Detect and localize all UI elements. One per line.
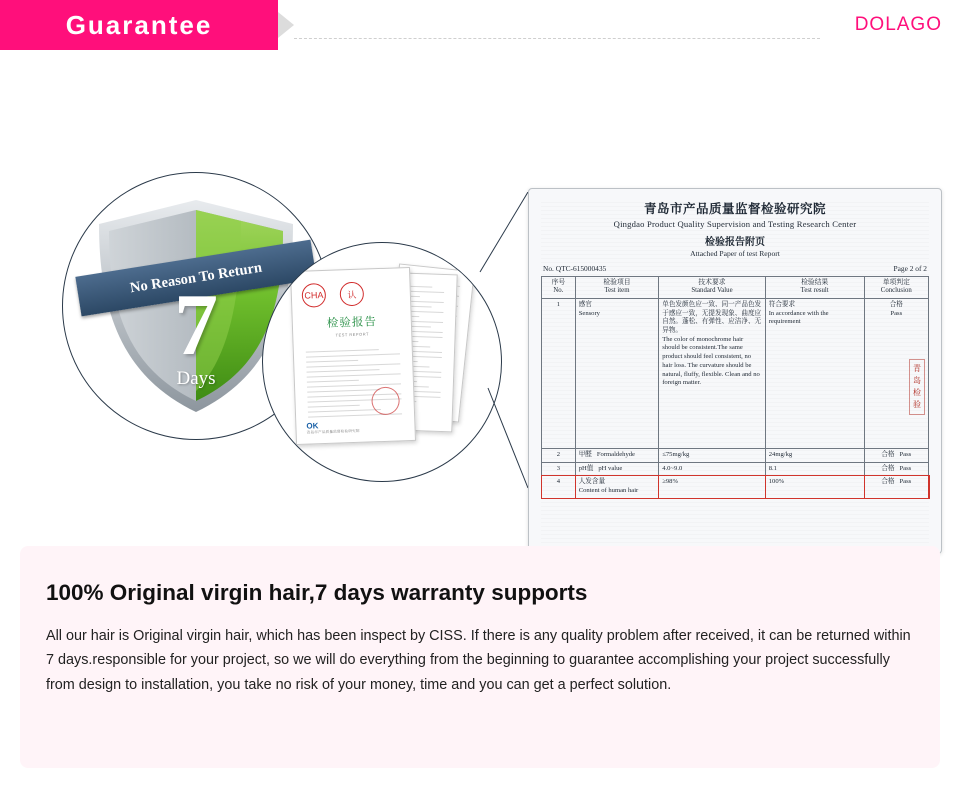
- cell-test-result: 8.1: [765, 462, 864, 476]
- cell-conclusion: 合格 Pass: [864, 462, 928, 476]
- certificate-title: 检验报告: [326, 316, 378, 330]
- report-subtitle-cn: 检验报告附页: [705, 237, 765, 248]
- table-row: [542, 298, 929, 448]
- days-number: 7: [174, 277, 218, 374]
- ok-logo-text: OK: [306, 421, 319, 431]
- col-test-result: 检验结果 Test result: [765, 277, 864, 299]
- cell-conclusion: 合格 Pass: [864, 298, 928, 448]
- cell-no: 3: [542, 462, 576, 476]
- report-number: No. QTC-615000435: [543, 264, 607, 273]
- table-row: [542, 462, 929, 476]
- table-row: [542, 448, 929, 462]
- test-report-content: [541, 199, 929, 543]
- col-standard-value: 技术要求 Standard Value: [659, 277, 766, 299]
- ribbon-text: No Reason To Return: [128, 259, 264, 296]
- report-title-cn: 青岛市产品质量监督检验研究院: [643, 202, 826, 216]
- cell-standard-value: 4.0~9.0: [659, 462, 766, 476]
- cell-standard-value: 单色发颜色应一致、同一产品色发于感应一致，无提发现象、曲度应自然。蓬松、有弹性、应洁净、无异物。 The color of monochrome hair should be consistent.The same product should feel consistent, no hair loss. The curvature should be natural, fluffy, flexible. Clean and no foreign matter.: [659, 298, 766, 448]
- report-page-info: Page 2 of 2: [893, 264, 927, 273]
- guarantee-tab: [0, 0, 278, 50]
- test-result-table: [541, 276, 929, 499]
- tab-arrow-icon: [278, 12, 294, 38]
- col-no: 序号 No.: [542, 277, 576, 299]
- header-divider: [294, 38, 820, 40]
- report-subtitle-en: Attached Paper of test Report: [690, 249, 780, 258]
- warranty-heading: 100% Original virgin hair,7 days warranty supports: [46, 580, 588, 605]
- approval-badge-icon: 认: [339, 282, 364, 307]
- certificate-badges: [301, 282, 364, 308]
- test-report-panel: [528, 188, 942, 554]
- cell-no: 1: [542, 298, 576, 448]
- visual-area: [0, 52, 960, 532]
- table-row-highlighted: [542, 476, 929, 498]
- report-title-en: Qingdao Product Quality Supervision and Testing Research Center: [613, 219, 857, 229]
- report-meta: [541, 264, 929, 276]
- page-header: [0, 0, 960, 52]
- certificate-footer-logo: [306, 420, 360, 436]
- ok-logo-subtext: 青岛市产品质量监督检验研究院: [306, 428, 360, 435]
- cell-test-item: pH值 pH value: [575, 462, 659, 476]
- certificate-subtitle: TEST REPORT: [335, 331, 369, 338]
- cell-test-item: 人发含量 Content of human hair: [575, 476, 659, 498]
- cha-badge-icon: CHA: [301, 283, 326, 308]
- cell-standard-value: ≥98%: [659, 476, 766, 498]
- test-report-certificate: [290, 267, 416, 445]
- cell-no: 2: [542, 448, 576, 462]
- cell-test-result: 24mg/kg: [765, 448, 864, 462]
- cell-test-result: 符合要求 In accordance with the requirement: [765, 298, 864, 448]
- certificate-circle: [262, 242, 502, 482]
- cell-test-result: 100%: [765, 476, 864, 498]
- cell-test-item: 感官 Sensory: [575, 298, 659, 448]
- col-test-item: 检验项目 Test item: [575, 277, 659, 299]
- cell-test-item: 甲醛 Formaldehyde: [575, 448, 659, 462]
- warranty-body-text: All our hair is Original virgin hair, which has been inspect by CISS. If there is any quality problem after received, it can be returned within 7 days.responsible for your project, so we will do everything from the beginning to guarantee accomplishing your project successfully from design to installation, you take no risk of your money, time and you can get a perfect solution.: [46, 628, 911, 693]
- table-header-row: [542, 277, 929, 299]
- days-unit: Days: [176, 368, 216, 389]
- guarantee-tab-label: Guarantee: [65, 9, 213, 40]
- cell-conclusion: 合格 Pass: [864, 448, 928, 462]
- col-conclusion: 单项判定 Conclusion: [864, 277, 928, 299]
- cell-standard-value: ≤75mg/kg: [659, 448, 766, 462]
- brand-logo: DOLAGO: [854, 14, 942, 35]
- warranty-info-panel: [20, 546, 940, 768]
- report-side-seal: 青岛检验: [909, 359, 925, 415]
- cell-conclusion: 合格 Pass: [864, 476, 928, 498]
- cell-no: 4: [542, 476, 576, 498]
